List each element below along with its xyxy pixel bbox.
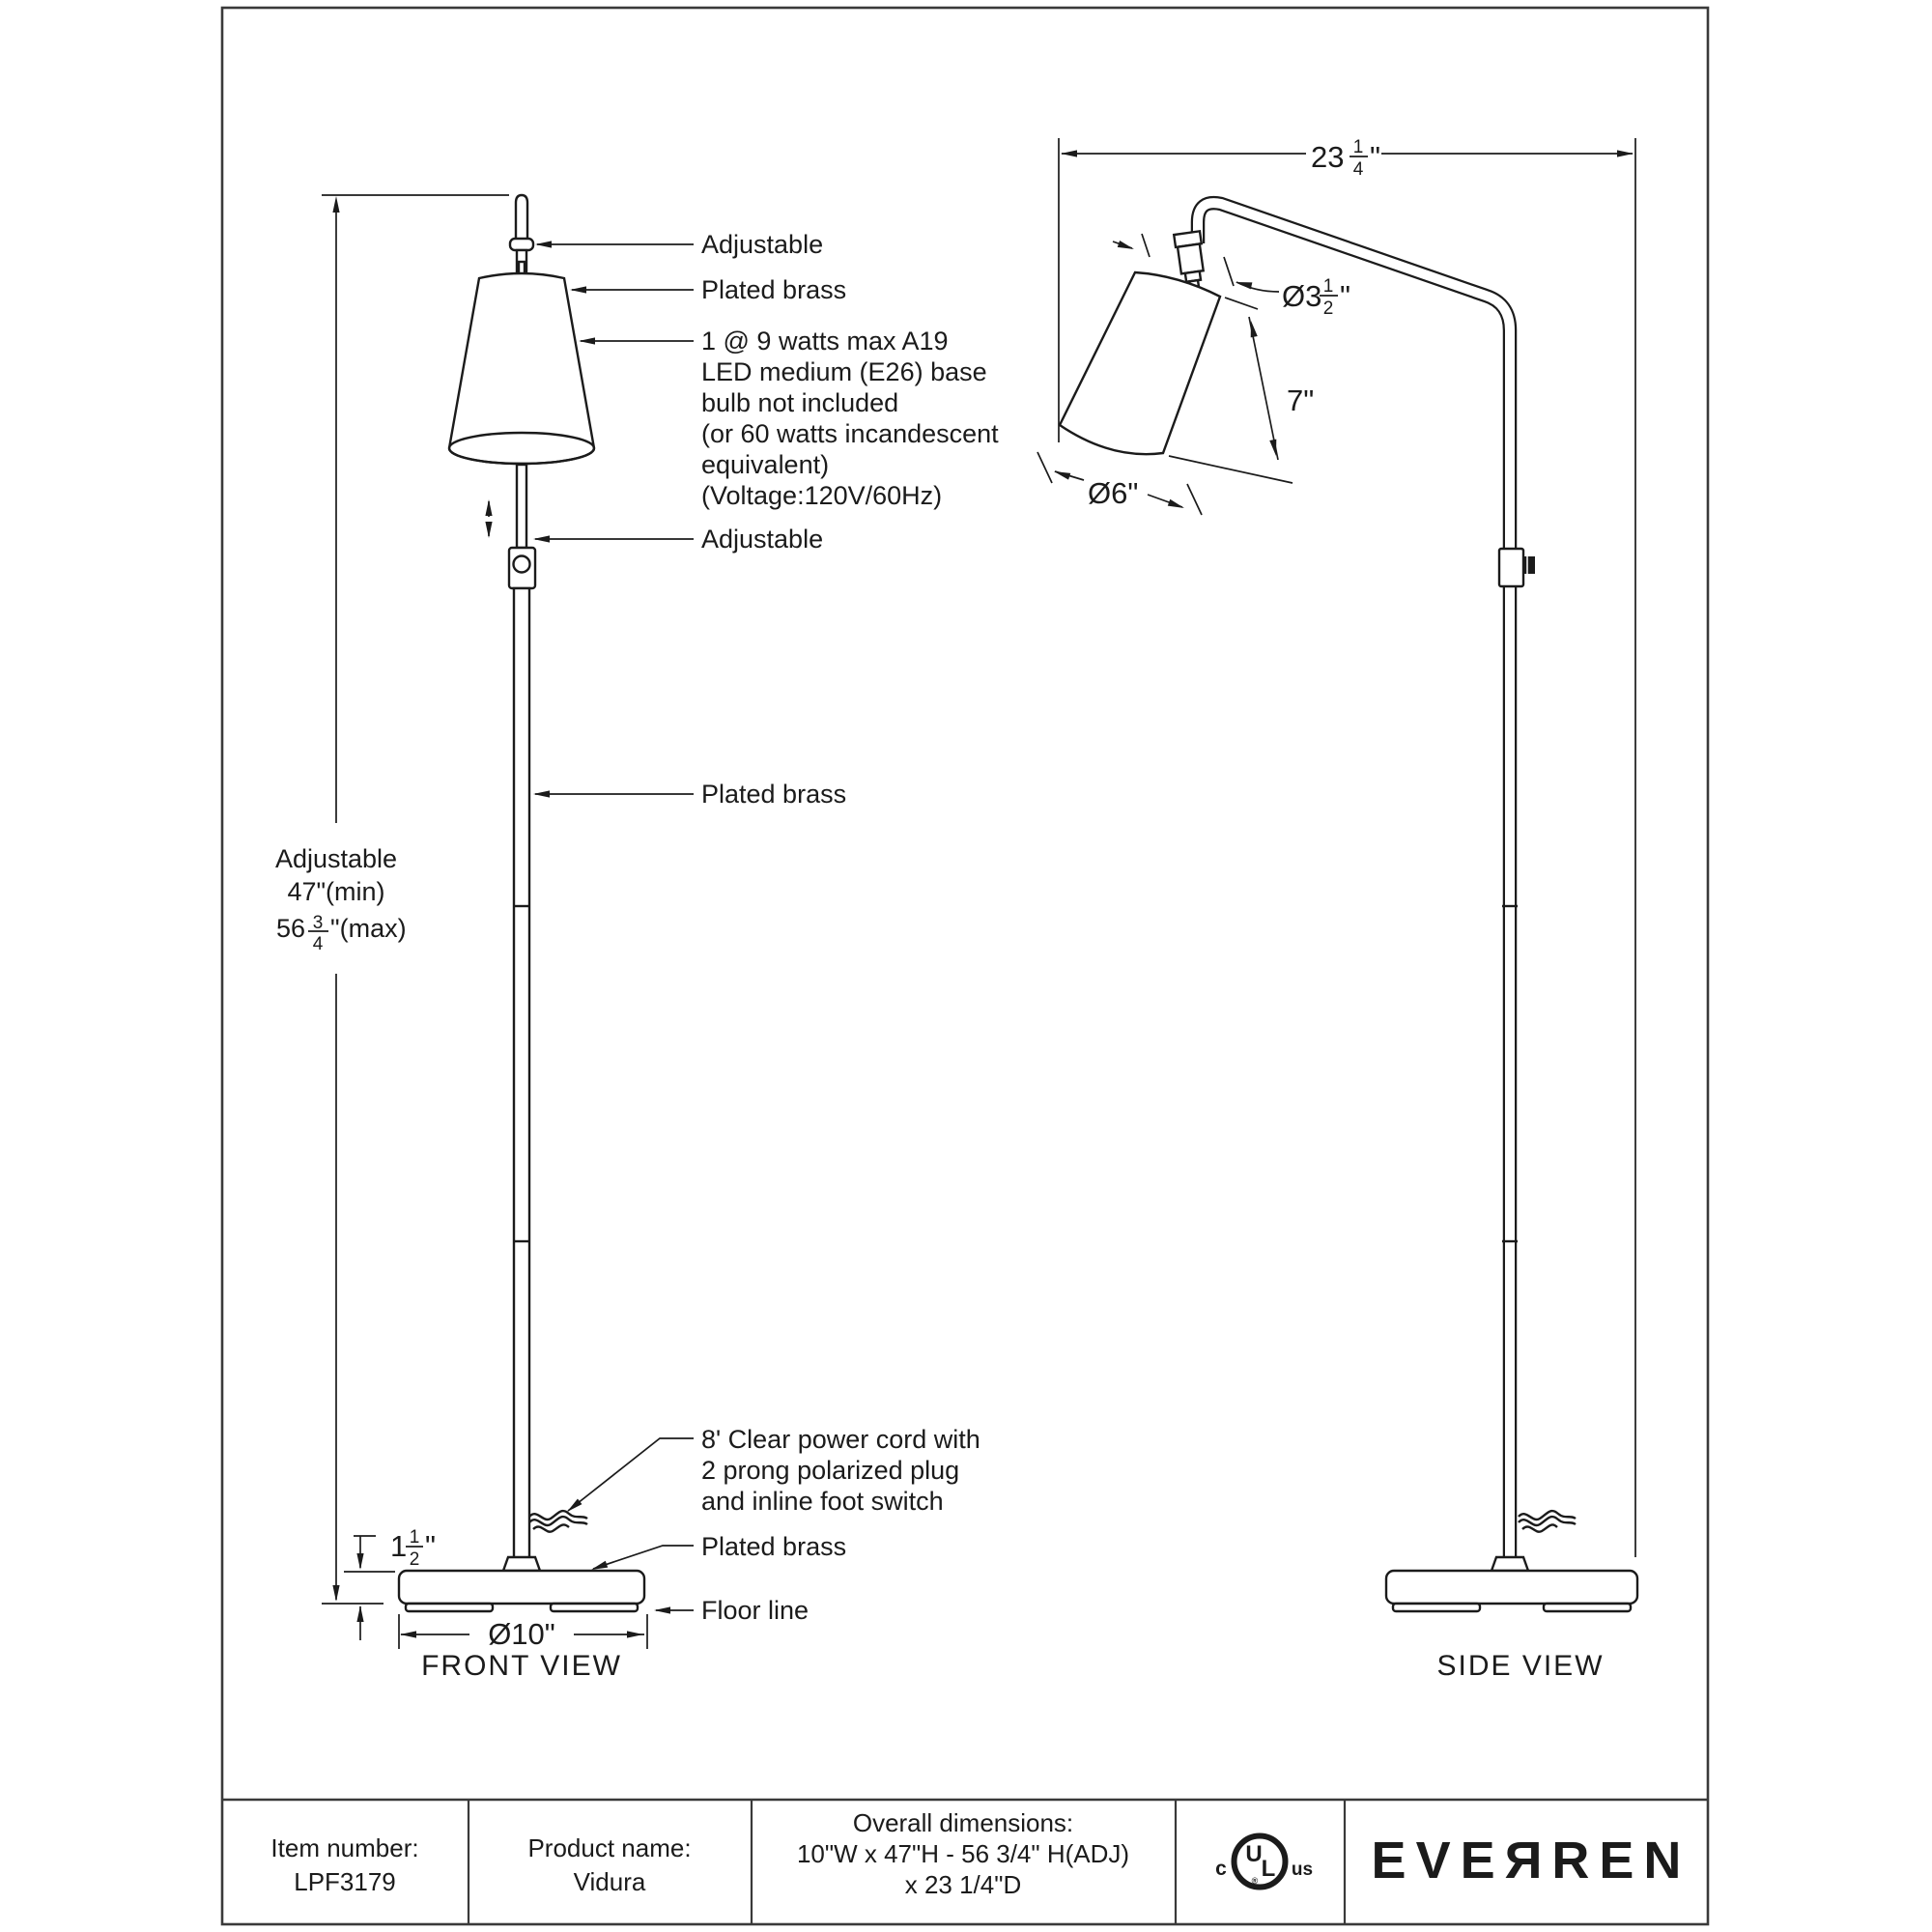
side-base <box>1386 1571 1637 1604</box>
label-floor-line: Floor line <box>701 1596 810 1625</box>
front-finial <box>516 195 527 240</box>
overall-dims-line3: x 23 1/4"D <box>904 1870 1022 1899</box>
dim-depth-den: 4 <box>1352 159 1364 180</box>
dim-height-max-suffix: "(max) <box>330 914 407 943</box>
front-view <box>399 195 644 1611</box>
dim-shade-height: 7" <box>1287 384 1315 417</box>
label-bulb-line5: equivalent) <box>701 450 830 479</box>
dim-shade-top-suffix: " <box>1340 279 1351 313</box>
dim-base-height-num: 1 <box>409 1527 420 1548</box>
side-shade <box>1060 272 1220 454</box>
front-shade <box>449 273 594 464</box>
front-power-cord <box>529 1511 587 1532</box>
label-pole-material: Plated brass <box>701 780 847 809</box>
item-number-label: Item number: <box>270 1833 419 1862</box>
side-arm-outline <box>1198 203 1510 1563</box>
overall-dims-label: Overall dimensions: <box>852 1808 1074 1837</box>
item-number-value: LPF3179 <box>294 1867 396 1896</box>
dim-depth-suffix: " <box>1370 140 1381 174</box>
dim-base-height-suffix: " <box>425 1529 437 1563</box>
dim-base-dia: Ø10" <box>488 1617 555 1651</box>
side-base-foot-right <box>1544 1604 1631 1611</box>
label-adjustable-mid: Adjustable <box>701 525 824 554</box>
label-bulb-line1: 1 @ 9 watts max A19 <box>701 327 949 355</box>
side-base-foot-left <box>1393 1604 1480 1611</box>
side-arm-fill <box>1198 203 1510 1563</box>
front-base <box>399 1571 644 1604</box>
label-bulb-line2: LED medium (E26) base <box>701 357 987 386</box>
dim-shade-top-num: 1 <box>1322 276 1334 297</box>
ul-registered-mark: ® <box>1251 1876 1259 1886</box>
front-base-foot-right <box>551 1604 638 1611</box>
label-cord-line3: and inline foot switch <box>701 1487 944 1516</box>
label-bulb-line6: (Voltage:120V/60Hz) <box>701 481 943 510</box>
side-pole-flange <box>1492 1557 1528 1571</box>
label-shade-material: Plated brass <box>701 275 847 304</box>
front-pole-flange <box>503 1557 540 1571</box>
ul-letter-u: U <box>1245 1841 1263 1867</box>
side-adjust-knob <box>1499 549 1523 586</box>
ul-letter-l: L <box>1261 1856 1276 1882</box>
front-stem <box>517 465 526 548</box>
product-name-label: Product name: <box>527 1833 692 1862</box>
cul-us-certification-icon <box>1215 1836 1313 1888</box>
dim-height-max-num: 3 <box>312 913 324 933</box>
product-name-value: Vidura <box>573 1867 646 1896</box>
title-block <box>222 1800 1708 1924</box>
label-bulb-line3: bulb not included <box>701 388 899 417</box>
dim-height-max-whole: 56 <box>276 914 306 943</box>
label-adjustable-top: Adjustable <box>701 230 824 259</box>
side-view-title: SIDE VIEW <box>1436 1650 1605 1682</box>
front-knob-hole <box>514 556 530 573</box>
dim-shade-top-den: 2 <box>1322 298 1334 319</box>
side-power-cord <box>1519 1511 1576 1532</box>
dim-shade-top-whole: Ø3 <box>1282 279 1322 313</box>
label-base-material: Plated brass <box>701 1532 847 1561</box>
dim-base-height-den: 2 <box>409 1549 420 1570</box>
dim-depth-whole: 23 <box>1311 140 1345 174</box>
front-base-foot-left <box>406 1604 493 1611</box>
dim-base-height-whole: 1 <box>390 1529 408 1563</box>
label-bulb-line4: (or 60 watts incandescent <box>701 419 999 448</box>
front-view-title: FRONT VIEW <box>421 1650 622 1682</box>
front-neck <box>510 239 533 250</box>
dim-depth-num: 1 <box>1352 137 1364 157</box>
label-cord-line2: 2 prong polarized plug <box>701 1456 960 1485</box>
ul-us-mark: us <box>1291 1860 1314 1880</box>
dim-height-title: Adjustable <box>274 844 398 873</box>
dim-height-max-den: 4 <box>312 934 324 954</box>
dim-height-min: 47"(min) <box>287 877 385 906</box>
front-pole <box>514 588 529 1561</box>
label-cord-line1: 8' Clear power cord with <box>701 1425 980 1454</box>
overall-dims-line2: 10"W x 47"H - 56 3/4" H(ADJ) <box>796 1839 1130 1868</box>
brand-logo: EVEЯREN <box>1371 1832 1691 1889</box>
dim-shade-dia: Ø6" <box>1088 476 1139 510</box>
ul-c-mark: c <box>1215 1858 1227 1880</box>
side-view <box>1060 203 1637 1611</box>
side-thumbscrew <box>1523 556 1535 574</box>
